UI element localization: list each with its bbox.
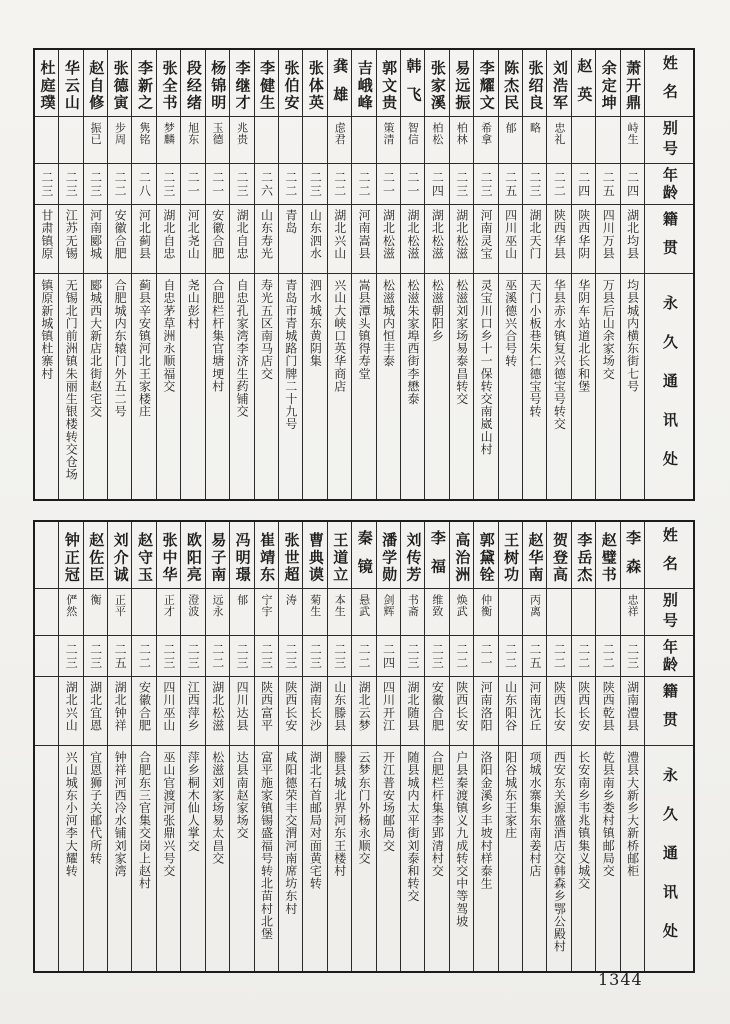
person-address-cell: 镇原新城镇杜寨村 bbox=[34, 274, 59, 501]
person-address-cell: 湖北石首邮局对面黄宅转 bbox=[303, 746, 327, 973]
person-name-cell: 王树功 bbox=[498, 521, 522, 589]
person-age-cell: 二三 bbox=[181, 636, 205, 677]
person-name-cell: 赵华南 bbox=[522, 521, 546, 589]
person-native-cell: 河南嵩县 bbox=[352, 205, 376, 274]
person-native-cell: 陕西华县 bbox=[547, 205, 571, 274]
person-native-cell: 湖南长沙 bbox=[303, 677, 327, 746]
person-alias-cell: 丙离 bbox=[522, 589, 546, 636]
person-native-cell: 陕西长安 bbox=[547, 677, 571, 746]
row-header-name: 姓名 bbox=[645, 521, 695, 589]
person-native-cell: 陕西长安 bbox=[449, 677, 473, 746]
person-alias-cell: 菊生 bbox=[303, 589, 327, 636]
row-header-native: 籍贯 bbox=[645, 677, 695, 746]
person-native-cell: 陕西长安 bbox=[571, 677, 595, 746]
person-alias-cell bbox=[303, 117, 327, 164]
person-native-cell: 湖北兴山 bbox=[59, 677, 83, 746]
person-name-cell: 刘传芳 bbox=[400, 521, 424, 589]
person-address-cell: 合肥栏杆集李郢清村交 bbox=[425, 746, 449, 973]
person-address-cell: 松滋刘家场易太昌交 bbox=[205, 746, 229, 973]
person-age-cell: 二四 bbox=[425, 164, 449, 205]
person-name-cell: 易子南 bbox=[205, 521, 229, 589]
person-name-cell: 吉峨峰 bbox=[352, 49, 376, 117]
person-address-cell: 兴山大峡口英华商店 bbox=[327, 274, 351, 501]
person-name-cell: 李福 bbox=[425, 521, 449, 589]
person-address-cell: 乾县南乡娄村镇邮局交 bbox=[596, 746, 620, 973]
person-alias-cell: 振已 bbox=[83, 117, 107, 164]
person-age-cell: 二三 bbox=[449, 164, 473, 205]
person-name-cell: 曹典谟 bbox=[303, 521, 327, 589]
person-address-cell: 宜恩狮子关邮代所转 bbox=[83, 746, 107, 973]
person-native-cell: 安徽合肥 bbox=[132, 677, 156, 746]
person-age-cell: 二三 bbox=[59, 636, 83, 677]
person-name-cell: 赵守玉 bbox=[132, 521, 156, 589]
person-address-cell: 华县赤水镇复兴德宝号转交 bbox=[547, 274, 571, 501]
person-age-cell: 二三 bbox=[156, 164, 180, 205]
person-age-cell: 二五 bbox=[522, 636, 546, 677]
person-address-cell: 萍乡桐木仙人掌交 bbox=[181, 746, 205, 973]
table-row-age bbox=[34, 636, 694, 677]
person-age-cell: 二二 bbox=[547, 636, 571, 677]
person-name-cell: 张家溪 bbox=[425, 49, 449, 117]
person-address-cell: 万县后山余家场交 bbox=[596, 274, 620, 501]
person-name-cell: 杜庭璞 bbox=[34, 49, 59, 117]
person-native-cell: 湖北兴山 bbox=[327, 205, 351, 274]
row-header-age: 年龄 bbox=[645, 636, 695, 677]
person-address-cell: 合肥城内东辕门外五二号 bbox=[108, 274, 132, 501]
person-name-cell: 秦镜 bbox=[352, 521, 376, 589]
person-age-cell: 二一 bbox=[181, 164, 205, 205]
person-age-cell: 二三 bbox=[620, 636, 644, 677]
person-name-cell: 杨锦明 bbox=[205, 49, 229, 117]
person-name-cell: 张绍良 bbox=[522, 49, 546, 117]
person-alias-cell bbox=[596, 117, 620, 164]
table-row-native bbox=[34, 205, 694, 274]
person-name-cell: 赵自修 bbox=[83, 49, 107, 117]
person-address-cell: 云梦东门外杨永顺交 bbox=[352, 746, 376, 973]
person-alias-cell: 俨然 bbox=[59, 589, 83, 636]
person-alias-cell: 智信 bbox=[400, 117, 424, 164]
person-age-cell: 二五 bbox=[596, 164, 620, 205]
person-native-cell: 陕西华阴 bbox=[571, 205, 595, 274]
person-native-cell: 安徽合肥 bbox=[425, 677, 449, 746]
person-address-cell: 灵宝川口乡十一保转交南崴山村 bbox=[474, 274, 498, 501]
person-name-cell: 郭文贵 bbox=[376, 49, 400, 117]
directory-table-bottom bbox=[33, 520, 695, 973]
person-native-cell: 湖北松滋 bbox=[376, 205, 400, 274]
person-age-cell: 二二 bbox=[352, 164, 376, 205]
person-alias-cell bbox=[571, 117, 595, 164]
person-age-cell: 二三 bbox=[425, 636, 449, 677]
person-address-cell: 巫山官渡河张鼎兴号交 bbox=[156, 746, 180, 973]
person-alias-cell: 兆贵 bbox=[230, 117, 254, 164]
person-alias-cell: 玉德 bbox=[205, 117, 229, 164]
table-row-native bbox=[34, 677, 694, 746]
person-name-cell: 贺登高 bbox=[547, 521, 571, 589]
person-alias-cell: 远永 bbox=[205, 589, 229, 636]
person-native-cell: 陕西长安 bbox=[278, 677, 302, 746]
person-native-cell: 安徽合肥 bbox=[108, 205, 132, 274]
table-row-address bbox=[34, 746, 694, 973]
person-name-cell: 李耀文 bbox=[474, 49, 498, 117]
row-header-age: 年龄 bbox=[645, 164, 695, 205]
person-address-cell: 合肥东三官集交岗上赵村 bbox=[132, 746, 156, 973]
person-alias-cell: 略 bbox=[522, 117, 546, 164]
person-age-cell: 二三 bbox=[254, 636, 278, 677]
person-native-cell: 四川万县 bbox=[596, 205, 620, 274]
person-native-cell: 湖北松滋 bbox=[425, 205, 449, 274]
person-age-cell: 二二 bbox=[596, 636, 620, 677]
person-alias-cell bbox=[132, 589, 156, 636]
person-address-cell: 天门小板巷朱仁德宝号转 bbox=[522, 274, 546, 501]
person-age-cell: 二六 bbox=[254, 164, 278, 205]
person-age-cell: 二二 bbox=[547, 164, 571, 205]
person-alias-cell: 虑君 bbox=[327, 117, 351, 164]
row-header-alias: 别号 bbox=[645, 589, 695, 636]
person-alias-cell: 忠祥 bbox=[620, 589, 644, 636]
person-alias-cell bbox=[34, 117, 59, 164]
person-age-cell: 二二 bbox=[205, 636, 229, 677]
person-alias-cell: 焕武 bbox=[449, 589, 473, 636]
person-name-cell: 刘浩军 bbox=[547, 49, 571, 117]
person-alias-cell bbox=[278, 117, 302, 164]
person-native-cell: 四川达县 bbox=[230, 677, 254, 746]
person-native-cell: 山东泗水 bbox=[303, 205, 327, 274]
person-age-cell: 二三 bbox=[83, 164, 107, 205]
person-alias-cell bbox=[571, 589, 595, 636]
person-name-cell: 李继才 bbox=[230, 49, 254, 117]
person-address-cell: 钟祥河西冷水铺刘家湾 bbox=[108, 746, 132, 973]
person-alias-cell: 旭东 bbox=[181, 117, 205, 164]
person-alias-cell: 宁宇 bbox=[254, 589, 278, 636]
person-native-cell: 湖北随县 bbox=[400, 677, 424, 746]
person-alias-cell: 维致 bbox=[425, 589, 449, 636]
person-age-cell: 二二 bbox=[327, 164, 351, 205]
person-name-cell: 张世超 bbox=[278, 521, 302, 589]
person-native-cell: 四川巫山 bbox=[156, 677, 180, 746]
person-name-cell: 欧阳亮 bbox=[181, 521, 205, 589]
person-address-cell: 寿光五区南马店交 bbox=[254, 274, 278, 501]
person-alias-cell bbox=[59, 117, 83, 164]
table-row-age bbox=[34, 164, 694, 205]
person-native-cell: 湖北松滋 bbox=[400, 205, 424, 274]
person-address-cell: 西安东关源盛酒店交韩森乡鄂公殿村 bbox=[547, 746, 571, 973]
person-name-cell: 钟正冠 bbox=[59, 521, 83, 589]
person-address-cell: 蓟县辛安镇河北王家楼庄 bbox=[132, 274, 156, 501]
table-row-name bbox=[34, 49, 694, 117]
person-name-cell: 冯明璟 bbox=[230, 521, 254, 589]
person-native-cell: 湖北自忠 bbox=[156, 205, 180, 274]
person-native-cell: 陕西富平 bbox=[254, 677, 278, 746]
person-name-cell bbox=[34, 521, 59, 589]
person-address-cell: 郾城西大新店北街赵宅交 bbox=[83, 274, 107, 501]
person-native-cell: 河北蓟县 bbox=[132, 205, 156, 274]
person-native-cell: 河南灵宝 bbox=[474, 205, 498, 274]
person-native-cell: 甘肃镇原 bbox=[34, 205, 59, 274]
person-native-cell: 四川开江 bbox=[376, 677, 400, 746]
person-age-cell: 二三 bbox=[34, 164, 59, 205]
person-age-cell: 二二 bbox=[352, 636, 376, 677]
person-address-cell: 华阴车站道北长和堡 bbox=[571, 274, 595, 501]
person-age-cell: 二三 bbox=[156, 636, 180, 677]
person-alias-cell: 衡 bbox=[83, 589, 107, 636]
table-row-alias bbox=[34, 117, 694, 164]
person-native-cell: 河南沈丘 bbox=[522, 677, 546, 746]
person-address-cell: 合肥栏杆集官塘埂村 bbox=[205, 274, 229, 501]
person-name-cell: 余定坤 bbox=[596, 49, 620, 117]
person-alias-cell bbox=[498, 589, 522, 636]
person-address-cell: 兴山城东小河李大耀转 bbox=[59, 746, 83, 973]
person-name-cell: 李健生 bbox=[254, 49, 278, 117]
person-address-cell: 洛阳金溪乡丰坡村样泰生 bbox=[474, 746, 498, 973]
person-address-cell: 松滋朱家埠西街李懋泰 bbox=[400, 274, 424, 501]
person-address-cell: 咸阳德荣丰交渭河南席坊东村 bbox=[278, 746, 302, 973]
person-address-cell: 松滋刘家场易泰昌转交 bbox=[449, 274, 473, 501]
person-address-cell: 长安南乡韦兆镇集义城交 bbox=[571, 746, 595, 973]
person-alias-cell: 步周 bbox=[108, 117, 132, 164]
person-alias-cell: 悬武 bbox=[352, 589, 376, 636]
person-address-cell: 均县城内横东街七号 bbox=[620, 274, 644, 501]
person-alias-cell: 仲衡 bbox=[474, 589, 498, 636]
person-name-cell: 段经绪 bbox=[181, 49, 205, 117]
person-address-cell: 嵩县潭头镇得寿堂 bbox=[352, 274, 376, 501]
person-age-cell: 二四 bbox=[620, 164, 644, 205]
person-age-cell: 二二 bbox=[498, 636, 522, 677]
person-native-cell: 江西萍乡 bbox=[181, 677, 205, 746]
person-alias-cell: 澄波 bbox=[181, 589, 205, 636]
person-age-cell: 二三 bbox=[83, 636, 107, 677]
person-age-cell: 二三 bbox=[230, 164, 254, 205]
person-name-cell: 张全书 bbox=[156, 49, 180, 117]
person-address-cell: 随县城内太平街刘泰和转交 bbox=[400, 746, 424, 973]
person-name-cell: 陈杰民 bbox=[498, 49, 522, 117]
person-native-cell: 湖北松滋 bbox=[205, 677, 229, 746]
person-alias-cell: 柏林 bbox=[449, 117, 473, 164]
person-address-cell: 泗水城东黄阴集 bbox=[303, 274, 327, 501]
person-name-cell: 华云山 bbox=[59, 49, 83, 117]
person-age-cell: 二四 bbox=[571, 164, 595, 205]
person-alias-cell: 郁 bbox=[498, 117, 522, 164]
directory-table-top bbox=[33, 48, 695, 501]
person-native-cell: 湖南澧县 bbox=[620, 677, 644, 746]
person-age-cell: 二一 bbox=[474, 636, 498, 677]
person-address-cell: 滕县城北界河东王楼村 bbox=[327, 746, 351, 973]
person-name-cell: 潘学勋 bbox=[376, 521, 400, 589]
person-address-cell: 达县南赵家场交 bbox=[230, 746, 254, 973]
person-native-cell: 河南郾城 bbox=[83, 205, 107, 274]
person-name-cell: 张德寅 bbox=[108, 49, 132, 117]
person-age-cell: 二二 bbox=[278, 164, 302, 205]
person-age-cell: 二一 bbox=[205, 164, 229, 205]
person-alias-cell: 忠礼 bbox=[547, 117, 571, 164]
person-name-cell: 韩飞 bbox=[400, 49, 424, 117]
person-address-cell: 自忠茅草洲永顺福交 bbox=[156, 274, 180, 501]
person-name-cell: 崔靖东 bbox=[254, 521, 278, 589]
person-alias-cell bbox=[547, 589, 571, 636]
person-address-cell: 富平施家镇锡盛福号转北苗村北堡 bbox=[254, 746, 278, 973]
person-native-cell: 青岛 bbox=[278, 205, 302, 274]
person-age-cell: 二三 bbox=[400, 636, 424, 677]
person-native-cell: 湖北宜恩 bbox=[83, 677, 107, 746]
person-native-cell: 安徽合肥 bbox=[205, 205, 229, 274]
person-alias-cell: 希拿 bbox=[474, 117, 498, 164]
person-native-cell: 河北尧山 bbox=[181, 205, 205, 274]
person-age-cell: 二三 bbox=[474, 164, 498, 205]
person-native-cell: 陕西乾县 bbox=[596, 677, 620, 746]
person-name-cell: 李岳杰 bbox=[571, 521, 595, 589]
person-alias-cell: 涛 bbox=[278, 589, 302, 636]
person-native-cell: 山东寿光 bbox=[254, 205, 278, 274]
person-address-cell: 巫溪德兴合号转 bbox=[498, 274, 522, 501]
person-alias-cell: 正平 bbox=[108, 589, 132, 636]
person-alias-cell: 书斋 bbox=[400, 589, 424, 636]
person-alias-cell bbox=[596, 589, 620, 636]
table-row-alias bbox=[34, 589, 694, 636]
person-name-cell: 赵英 bbox=[571, 49, 595, 117]
person-age-cell: 二五 bbox=[108, 636, 132, 677]
person-age-cell: 二三 bbox=[59, 164, 83, 205]
person-name-cell: 李新之 bbox=[132, 49, 156, 117]
person-age-cell: 二五 bbox=[498, 164, 522, 205]
person-age-cell: 二三 bbox=[327, 636, 351, 677]
person-name-cell: 易远振 bbox=[449, 49, 473, 117]
person-address-cell: 开江普安场邮局交 bbox=[376, 746, 400, 973]
person-age-cell: 二八 bbox=[132, 164, 156, 205]
person-age-cell: 二二 bbox=[132, 636, 156, 677]
person-name-cell: 赵璧书 bbox=[596, 521, 620, 589]
person-address-cell: 青岛市青城路门牌二十九号 bbox=[278, 274, 302, 501]
person-name-cell: 龚雄 bbox=[327, 49, 351, 117]
person-age-cell: 二三 bbox=[278, 636, 302, 677]
person-native-cell: 山东滕县 bbox=[327, 677, 351, 746]
person-address-cell bbox=[34, 746, 59, 973]
person-name-cell: 赵佐臣 bbox=[83, 521, 107, 589]
person-native-cell: 湖北自忠 bbox=[230, 205, 254, 274]
person-alias-cell: 剑辉 bbox=[376, 589, 400, 636]
person-address-cell: 松滋朝阳乡 bbox=[425, 274, 449, 501]
row-header-native: 籍贯 bbox=[645, 205, 695, 274]
person-name-cell: 萧开鼎 bbox=[620, 49, 644, 117]
person-native-cell: 湖北天门 bbox=[522, 205, 546, 274]
person-native-cell: 山东阳谷 bbox=[498, 677, 522, 746]
person-alias-cell: 策清 bbox=[376, 117, 400, 164]
table-row-address bbox=[34, 274, 694, 501]
person-age-cell: 二一 bbox=[376, 164, 400, 205]
person-address-cell: 项城水寨集东南姜村店 bbox=[522, 746, 546, 973]
person-name-cell: 高治洲 bbox=[449, 521, 473, 589]
person-alias-cell: 隽铭 bbox=[132, 117, 156, 164]
person-address-cell: 无锡北门前洲镇朱丽生银楼转交仓场 bbox=[59, 274, 83, 501]
person-name-cell: 王道立 bbox=[327, 521, 351, 589]
person-address-cell: 户县秦渡镇义九成转交中等驾坡 bbox=[449, 746, 473, 973]
person-age-cell: 二二 bbox=[571, 636, 595, 677]
person-native-cell: 湖北均县 bbox=[620, 205, 644, 274]
person-name-cell: 郭黛铨 bbox=[474, 521, 498, 589]
person-age-cell: 二一 bbox=[400, 164, 424, 205]
person-age-cell: 二三 bbox=[522, 164, 546, 205]
person-name-cell: 张体英 bbox=[303, 49, 327, 117]
person-address-cell: 松滋城内恒丰泰 bbox=[376, 274, 400, 501]
person-alias-cell: 正才 bbox=[156, 589, 180, 636]
person-age-cell: 二三 bbox=[303, 636, 327, 677]
row-header-address: 永久通讯处 bbox=[645, 274, 695, 501]
row-header-address: 永久通讯处 bbox=[645, 746, 695, 973]
person-address-cell: 澧县大新乡大新桥邮柜 bbox=[620, 746, 644, 973]
person-alias-cell: 梦麟 bbox=[156, 117, 180, 164]
person-alias-cell bbox=[254, 117, 278, 164]
person-address-cell: 自忠孔家湾李济生药铺交 bbox=[230, 274, 254, 501]
row-header-name: 姓名 bbox=[645, 49, 695, 117]
person-name-cell: 张中华 bbox=[156, 521, 180, 589]
person-alias-cell: 郁 bbox=[230, 589, 254, 636]
page-number: 1344 bbox=[598, 970, 643, 989]
person-native-cell: 河南洛阳 bbox=[474, 677, 498, 746]
person-name-cell: 刘介诚 bbox=[108, 521, 132, 589]
person-age-cell bbox=[34, 636, 59, 677]
person-native-cell: 四川巫山 bbox=[498, 205, 522, 274]
row-header-alias: 别号 bbox=[645, 117, 695, 164]
person-age-cell: 二二 bbox=[108, 164, 132, 205]
person-address-cell: 尧山彭村 bbox=[181, 274, 205, 501]
person-alias-cell bbox=[34, 589, 59, 636]
person-address-cell: 阳谷城东王家庄 bbox=[498, 746, 522, 973]
person-native-cell: 湖北钟祥 bbox=[108, 677, 132, 746]
person-alias-cell: 柏松 bbox=[425, 117, 449, 164]
person-native-cell: 江苏无锡 bbox=[59, 205, 83, 274]
person-age-cell: 二四 bbox=[376, 636, 400, 677]
person-age-cell: 二三 bbox=[303, 164, 327, 205]
person-alias-cell: 峙生 bbox=[620, 117, 644, 164]
person-name-cell: 张伯安 bbox=[278, 49, 302, 117]
person-alias-cell: 本生 bbox=[327, 589, 351, 636]
person-name-cell: 李森 bbox=[620, 521, 644, 589]
table-row-name bbox=[34, 521, 694, 589]
person-age-cell: 二三 bbox=[230, 636, 254, 677]
person-native-cell: 湖北松滋 bbox=[449, 205, 473, 274]
person-alias-cell bbox=[352, 117, 376, 164]
person-age-cell: 二二 bbox=[449, 636, 473, 677]
person-native-cell bbox=[34, 677, 59, 746]
person-native-cell: 湖北云梦 bbox=[352, 677, 376, 746]
